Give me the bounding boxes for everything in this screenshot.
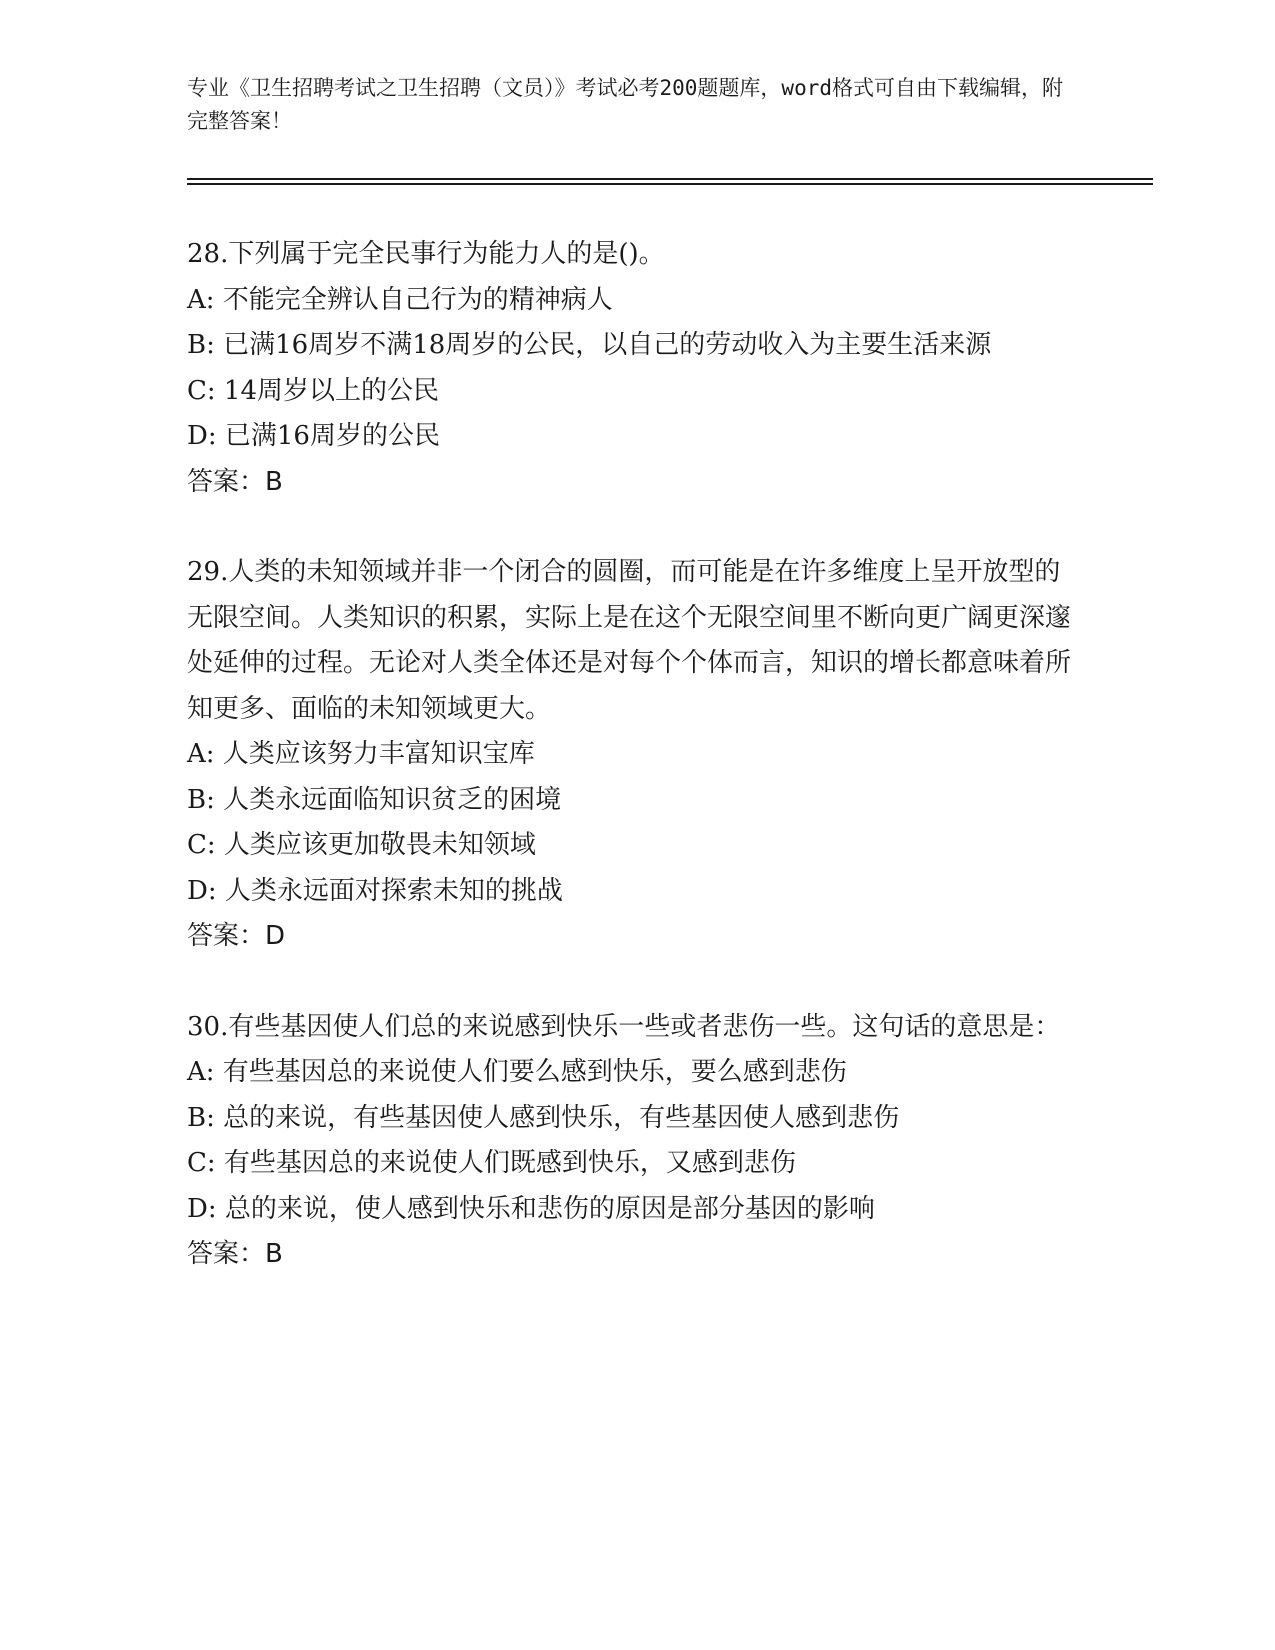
answer-label: 答案：B (187, 466, 283, 497)
header-divider-top (187, 178, 1153, 180)
option-b: B: 人类永远面临知识贫乏的困境 (187, 784, 562, 815)
question-stem: 30.有些基因使人们总的来说感到快乐一些或者悲伤一些。这句话的意思是： (187, 1011, 1061, 1042)
header-divider-bottom (187, 183, 1153, 185)
option-a: A: 不能完全辨认自己行为的精神病人 (187, 284, 613, 315)
question-29 (187, 550, 1077, 960)
question-list (187, 232, 1077, 1278)
option-c: C: 人类应该更加敬畏未知领域 (187, 830, 536, 860)
option-a: A: 人类应该努力丰富知识宝库 (187, 739, 535, 769)
question-30 (187, 1005, 1077, 1278)
option-d: D: 人类永远面对探索未知的挑战 (187, 875, 563, 906)
option-b: B: 已满16周岁不满18周岁的公民，以自己的劳动收入为主要生活来源 (187, 330, 992, 360)
answer-label: 答案：B (187, 1239, 283, 1269)
question-stem: 29.人类的未知领域并非一个闭合的圆圈，而可能是在许多维度上呈开放型的无限空间。人类知识的积累，实际上是在这个无限空间里不断向更广阔更深邃处延伸的过程。无论对人类全体还是对每个个体而言，知识的增长都意味着所知更多、面临的未知领域更大。 (187, 557, 1072, 724)
question-28 (187, 232, 1077, 505)
option-c: C: 有些基因总的来说使人们既感到快乐，又感到悲伤 (187, 1148, 796, 1178)
option-d: D: 总的来说，使人感到快乐和悲伤的原因是部分基因的影响 (187, 1193, 875, 1224)
option-d: D: 已满16周岁的公民 (187, 421, 440, 451)
option-a: A: 有些基因总的来说使人们要么感到快乐，要么感到悲伤 (187, 1057, 847, 1087)
answer-label: 答案：D (187, 921, 286, 951)
question-stem: 28.下列属于完全民事行为能力人的是()。 (187, 239, 665, 269)
page-header: 专业《卫生招聘考试之卫生招聘（文员）》考试必考200题题库，word格式可自由下载编辑，附完整答案！ (187, 76, 1063, 133)
option-b: B: 总的来说，有些基因使人感到快乐，有些基因使人感到悲伤 (187, 1102, 900, 1133)
option-c: C: 14周岁以上的公民 (187, 375, 440, 406)
